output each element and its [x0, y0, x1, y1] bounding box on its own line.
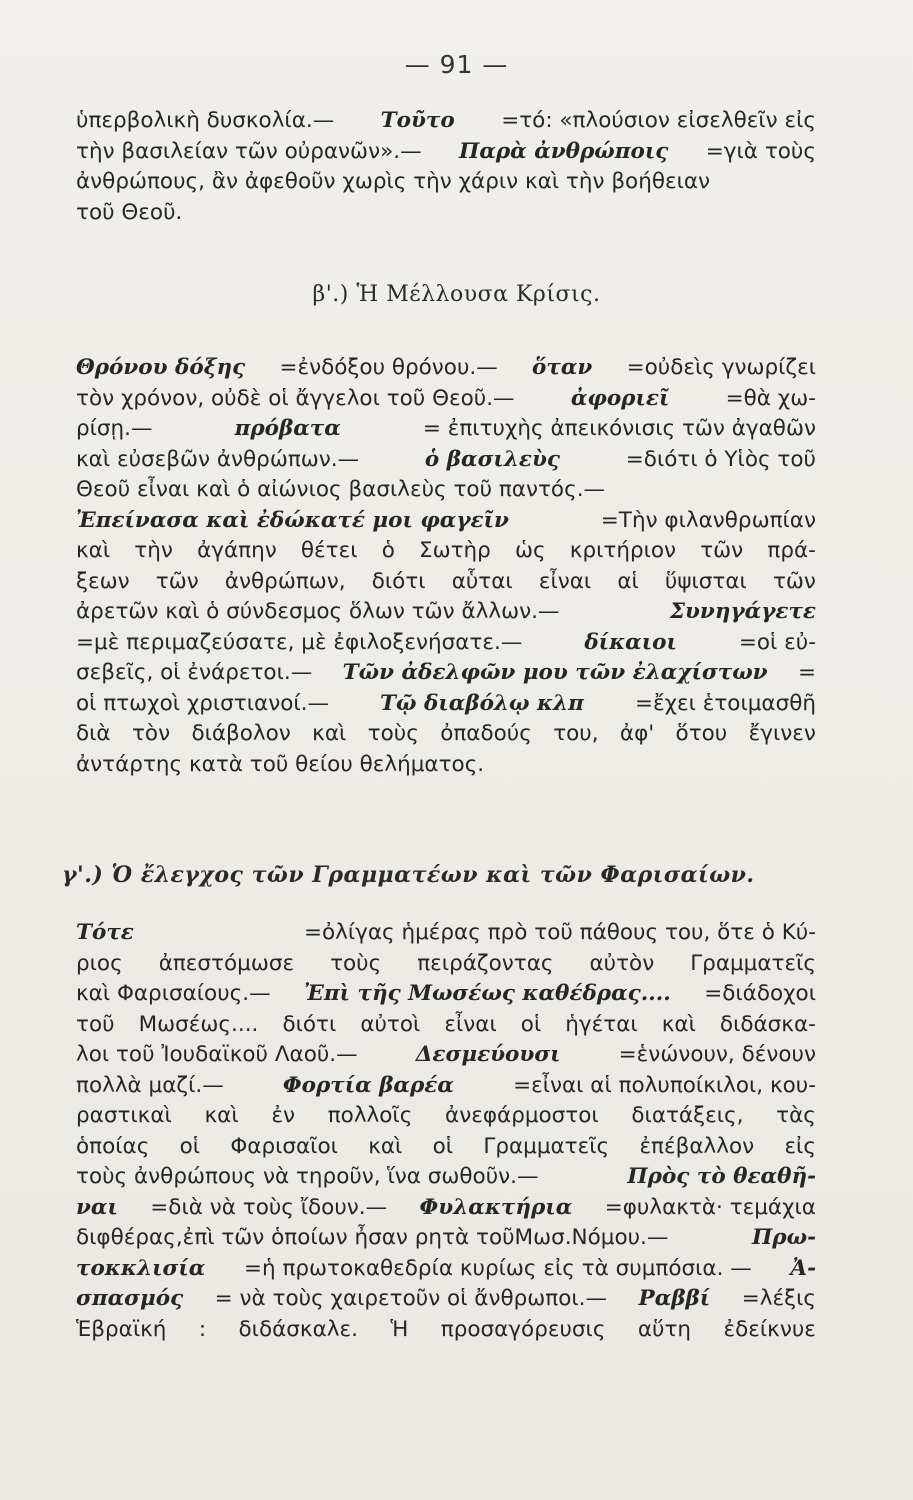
- word: οἱ: [520, 1011, 542, 1037]
- text-run: καὶ Φαρισαίους.—: [76, 981, 271, 1006]
- word: ὁποίας: [76, 1133, 150, 1159]
- text-run: ἀντάρτης κατὰ τοῦ θείου θελήματος.: [76, 751, 485, 777]
- word: αὕτη: [637, 1316, 692, 1342]
- text-line: [76, 689, 816, 720]
- paragraph-block-1: [76, 106, 816, 228]
- text-run: σεβεῖς, οἱ ἐνάρετοι.—: [76, 660, 313, 685]
- text-run: [76, 1132, 816, 1163]
- word: τῶν: [772, 568, 816, 594]
- text-run: =τό: «πλούσιον εἰσελθεῖν εἰς: [501, 108, 816, 133]
- text-line: [76, 597, 816, 628]
- emphasized-term: τοκκλισία: [76, 1255, 206, 1281]
- text-line: [76, 1132, 816, 1163]
- word: τῶν: [700, 538, 744, 563]
- emphasized-term: Θρόνου δόξης: [76, 355, 246, 380]
- word: ἀπεστόμωσε: [158, 950, 295, 976]
- emphasized-term: Ραββί: [638, 1286, 711, 1311]
- word: ὕψισται: [664, 568, 747, 594]
- emphasized-term: Δεσμεύουσι: [415, 1042, 561, 1067]
- word: τοῦ: [76, 1011, 115, 1037]
- word: διάβολον: [191, 721, 291, 746]
- word: καὶ: [204, 1103, 239, 1128]
- text-run: =ὀλίγας ἡμέρας πρὸ τοῦ πάθους του, ὅτε ὁ Κύ-: [303, 920, 816, 945]
- emphasized-term: Ἀ-: [790, 1255, 816, 1281]
- word: τοὺς: [330, 950, 382, 976]
- text-line: [76, 1254, 816, 1285]
- word: κριτήριον: [569, 538, 677, 563]
- text-line: [76, 475, 816, 506]
- text-run: = νὰ τοὺς χαιρετοῦν οἱ ἄνθρωποι.—: [214, 1286, 608, 1311]
- word: καὶ: [312, 721, 347, 746]
- text-run: Θεοῦ εἶναι καὶ ὁ αἰώνιος βασιλεὺς τοῦ παντός.—: [76, 477, 606, 502]
- text-line: [76, 384, 816, 415]
- text-line: [76, 414, 816, 445]
- text-line: [76, 949, 816, 980]
- text-run: =: [797, 660, 816, 685]
- text-line: [76, 750, 816, 781]
- word: αὐτοὶ: [360, 1011, 421, 1037]
- text-run: =οὐδεὶς γνωρίζει: [626, 355, 816, 380]
- emphasized-term: Φυλακτήρια: [419, 1194, 573, 1220]
- text-run: =λέξις: [741, 1286, 816, 1311]
- word: τὴν: [134, 538, 173, 563]
- word: ξεων: [76, 568, 130, 594]
- word: εἰς: [784, 1133, 816, 1159]
- word: αἱ: [617, 568, 639, 594]
- word: διὰ: [76, 721, 111, 746]
- word: ὀπαδούς: [440, 721, 532, 746]
- word: Μωσέως....: [138, 1011, 259, 1037]
- text-run: =διὰ νὰ τοὺς ἴδουν.—: [150, 1194, 388, 1220]
- word: ριος: [76, 950, 123, 976]
- text-run: =ἔχει ἑτοιμασθῆ: [634, 690, 816, 716]
- word: ἐν: [271, 1103, 295, 1128]
- text-run: =μὲ περιμαζεύσατε, μὲ ἐφιλοξενήσατε.—: [76, 629, 523, 655]
- text-line: [76, 137, 816, 168]
- text-run: διφθέρας,ἐπὶ τῶν ὁποίων ἦσαν ρητὰ τοῦΜωσ.Νόμου.—: [76, 1225, 669, 1250]
- text-run: πολλὰ μαζί.—: [76, 1072, 224, 1098]
- word: διατάξεις,: [631, 1103, 744, 1128]
- text-line: [76, 506, 816, 537]
- emphasized-term: Πρω-: [751, 1225, 816, 1250]
- word: εἶναι: [538, 568, 592, 594]
- emphasized-term: ὁ βασιλεὺς: [424, 446, 560, 472]
- text-run: ἀρετῶν καὶ ὁ σύνδεσμος ὅλων τῶν ἄλλων.—: [76, 599, 560, 624]
- emphasized-term: Φορτία βαρέα: [282, 1072, 454, 1098]
- word: οἱ: [179, 1133, 201, 1159]
- word: Φαρισαῖοι: [230, 1133, 338, 1159]
- text-run: =θὰ χω-: [725, 385, 816, 411]
- text-line: [76, 719, 816, 750]
- word: ἐπέβαλλον: [639, 1133, 755, 1159]
- text-line: [76, 1071, 816, 1102]
- word: Σωτὴρ: [419, 538, 491, 563]
- text-line: [76, 167, 816, 198]
- text-run: = ἐπιτυχὴς ἀπεικόνισις τῶν ἀγαθῶν: [422, 416, 816, 441]
- text-line: [76, 1315, 816, 1346]
- word: πρά-: [767, 538, 816, 563]
- word: του,: [553, 721, 599, 746]
- text-line: [76, 536, 816, 567]
- text-line: [76, 1010, 816, 1041]
- text-run: τοὺς ἀνθρώπους νὰ τηροῦν, ἵνα σωθοῦν.—: [76, 1164, 539, 1189]
- text-line: [76, 1223, 816, 1254]
- text-run: =εἶναι αἱ πολυποίκιλοι, κου-: [513, 1072, 816, 1098]
- text-line: [76, 1101, 816, 1132]
- emphasized-term: σπασμός: [76, 1286, 184, 1311]
- text-run: ρίσῃ.—: [76, 416, 153, 441]
- text-run: [76, 1315, 816, 1346]
- word: αὐτὸν: [589, 950, 655, 976]
- word: Ἡ: [390, 1316, 409, 1342]
- text-run: καὶ εὐσεβῶν ἀνθρώπων.—: [76, 446, 360, 472]
- text-run: ἀνθρώπους, ἂν ἀφεθοῦν χωρὶς τὴν χάριν καὶ τὴν βοήθειαν: [76, 169, 711, 194]
- word: τῶν: [155, 568, 199, 594]
- word: ἔγινεν: [748, 721, 816, 746]
- text-line: [76, 567, 816, 598]
- text-line: [76, 1193, 816, 1224]
- text-run: τὸν χρόνον, οὐδὲ οἱ ἄγγελοι τοῦ Θεοῦ.—: [76, 385, 515, 411]
- word: αὗται: [451, 568, 513, 594]
- word: εἶναι: [444, 1011, 497, 1037]
- emphasized-term: Ἐπὶ τῆς Μωσέως καθέδρας....: [304, 981, 671, 1006]
- word: Γραμματεῖς: [690, 950, 816, 976]
- emphasized-term: Παρὰ ἀνθρώποις: [459, 138, 669, 164]
- text-run: [76, 1101, 816, 1132]
- section-heading-c: γ'.) Ὁ ἔλεγχος τῶν Γραμματέων καὶ τῶν Φαρισαίων.: [62, 862, 755, 888]
- page-number: — 91 —: [404, 50, 509, 79]
- word: τὸν: [131, 721, 171, 746]
- text-run: [76, 567, 816, 598]
- text-run: τὴν βασιλείαν τῶν οὐρανῶν».—: [76, 138, 422, 164]
- word: Ἑβραϊκή: [76, 1316, 167, 1342]
- word: διδάσκα-: [719, 1011, 816, 1037]
- word: πειράζοντας: [417, 950, 554, 976]
- emphasized-term: πρόβατα: [234, 416, 341, 441]
- text-run: =διότι ὁ Υἱὸς τοῦ: [625, 446, 816, 472]
- word: ἀνεφάρμοστοι: [445, 1103, 599, 1128]
- text-line: [76, 628, 816, 659]
- word: διότι: [371, 568, 426, 594]
- text-line: [76, 918, 816, 949]
- text-line: [76, 106, 816, 137]
- emphasized-term: Τῶν ἀδελφῶν μου τῶν ἐλαχίστων: [342, 660, 768, 685]
- word: ἀγάπην: [197, 538, 277, 563]
- word: πολλοῖς: [327, 1103, 413, 1128]
- text-run: =γιὰ τοὺς: [705, 138, 816, 164]
- text-run: =φυλακτὰ· τεμάχια: [604, 1194, 816, 1220]
- section-heading-b: β'.) Ἡ Μέλλουσα Κρίσις.: [312, 282, 601, 307]
- text-line: [76, 658, 816, 689]
- emphasized-term: δίκαιοι: [584, 629, 677, 655]
- text-run: [76, 1010, 816, 1041]
- text-run: =Τὴν φιλανθρωπίαν: [600, 507, 816, 533]
- text-run: [76, 949, 816, 980]
- emphasized-term: ναι: [76, 1194, 118, 1220]
- word: διότι: [282, 1011, 337, 1037]
- word: ραστικαὶ: [76, 1103, 172, 1128]
- text-run: =ἐνδόξου θρόνου.—: [279, 355, 498, 380]
- emphasized-term: Τῷ διαβόλῳ κλπ: [380, 690, 584, 716]
- text-run: οἱ πτωχοὶ χριστιανοί.—: [76, 690, 329, 716]
- text-run: [76, 719, 816, 750]
- paragraph-block-2: [76, 353, 816, 780]
- text-line: [76, 198, 816, 229]
- text-line: [76, 353, 816, 384]
- emphasized-term: Τότε: [76, 920, 134, 945]
- emphasized-term: ὅταν: [532, 355, 593, 380]
- word: ἀνθρώπων,: [224, 568, 346, 594]
- word: θέτει: [300, 538, 358, 563]
- text-run: [76, 536, 816, 567]
- word: Γραμματεῖς: [483, 1133, 610, 1159]
- paragraph-block-3: [76, 918, 816, 1345]
- word: καὶ: [368, 1133, 403, 1159]
- text-line: [76, 979, 816, 1010]
- word: οἱ: [432, 1133, 454, 1159]
- text-run: τοῦ Θεοῦ.: [76, 199, 183, 225]
- word: ὅτου: [675, 721, 728, 746]
- word: ὁ: [381, 538, 395, 563]
- emphasized-term: Συνηγάγετε: [669, 599, 816, 624]
- word: ἀφ': [619, 721, 655, 746]
- emphasized-term: ἀφοριεῖ: [570, 385, 670, 411]
- word: ὡς: [515, 538, 546, 563]
- word: καὶ: [661, 1011, 696, 1037]
- text-line: [76, 1040, 816, 1071]
- text-line: [76, 1284, 816, 1315]
- word: ἡγέται: [565, 1011, 638, 1037]
- text-run: =διάδοχοι: [704, 981, 816, 1006]
- word: προσαγόρευσις: [440, 1316, 606, 1342]
- emphasized-term: Ἐπείνασα καὶ ἐδώκατέ μοι φαγεῖν: [76, 507, 509, 533]
- text-line: [76, 445, 816, 476]
- word: τὰς: [776, 1103, 816, 1128]
- text-line: [76, 1162, 816, 1193]
- word: :: [198, 1316, 207, 1342]
- text-run: =οἱ εὐ-: [738, 629, 816, 655]
- text-run: ὑπερβολικὴ δυσκολία.—: [76, 108, 335, 133]
- word: διδάσκαλε.: [238, 1316, 358, 1342]
- text-run: =ἑνώνουν, δένουν: [618, 1042, 816, 1067]
- emphasized-term: Τοῦτο: [380, 108, 455, 133]
- emphasized-term: Πρὸς τὸ θεαθῆ-: [627, 1164, 816, 1189]
- word: καὶ: [76, 538, 111, 563]
- text-run: =ἡ πρωτοκαθεδρία κυρίως εἰς τὰ συμπόσια. —: [243, 1255, 752, 1281]
- text-run: λοι τοῦ Ἰουδαϊκοῦ Λαοῦ.—: [76, 1042, 358, 1067]
- word: τοὺς: [367, 721, 419, 746]
- word: ἐδείκνυε: [723, 1316, 816, 1342]
